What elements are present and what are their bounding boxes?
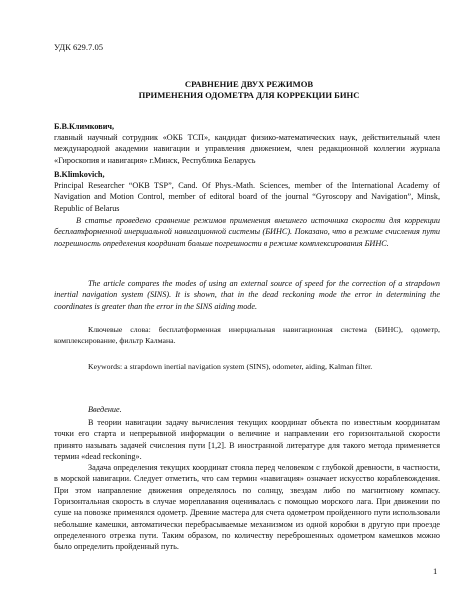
author-ru-name: Б.В.Климкович, [54,122,115,131]
author-ru-details: главный научный сотрудник «ОКБ ТСП», кандидат физико-математических наук, действительный член международной академии навигации и управления движением, член редакционной коллегии журнала «Гироскопия и навигация» г.Минск, Республика Беларусь [54,133,440,165]
body-text [54,417,440,553]
body-paragraph-1: В теории навигации задачу вычисления текущих координат объекта по известным координатам точки его старта и непрерывной информации о величине и направлении его горизонтальной скорости принято называть задачей счисления пути [1,2]. В иностранной литературе для такого метода применяется термин «dead reckoning». [54,418,440,461]
paper-title [54,79,444,101]
title-line-1: СРАВНЕНИЕ ДВУХ РЕЖИМОВ [184,79,314,89]
author-en-name: B.Klimkovich, [54,170,105,179]
author-en-details: Principal Researcher “OKB TSP”, Cand. Of Phys.-Math. Sciences, member of the International Academy of Navigation and Motion Control, member of editoral board of the journal “Gyroscopy and Navigation”, Minsk, Republic of Belarus [54,181,440,213]
udk-code: УДК 629.7.05 [54,42,104,52]
page-number: 1 [433,566,438,576]
intro-heading: Введение. [88,405,122,414]
keywords-en: Keywords: a strapdown inertial navigation system (SINS), odometer, aiding, Kalman filter. [88,362,373,371]
author-en-block [54,169,440,214]
body-paragraph-2: Задача определения текущих координат стояла перед человеком с глубокой древности, в частности, в морской навигации. Следует отметить, что сам термин «навигация» означает искусство кораблевождения. При этом направление движения определялось по солнцу, звездам либо по магнитному компасу. Горизонтальная скорость в случае мореплавания оценивалась с помощью морского лага. При движении по суше на повозке применялся одометр. Древние мастера для счета одометром пройденного пути использовали небольшие камешки, автоматически перебрасываемые механизмом из одной коробки в другую при проезде определенного отрезка пути. Таким образом, по количеству переброшенных одометром камешков можно было определить пройденный путь. [54,463,440,552]
keywords-ru: Ключевые слова: бесплатформенная инерциальная навигационная система (БИНС), одометр, комплексирование, фильтр Калмана. [54,325,440,346]
author-ru-block [54,121,440,166]
title-line-2: ПРИМЕНЕНИЯ ОДОМЕТРА ДЛЯ КОРРЕКЦИИ БИНС [138,90,360,101]
abstract-ru: В статье проведено сравнение режимов применения внешнего источника скорости для коррекции бесплатформенной инерциальной навигационной системы (БИНС). Показано, что в режиме счисления пути погрешность определения координат больше погрешности в режиме комплексирования БИНС. [54,216,440,248]
abstract-en: The article compares the modes of using an external source of speed for the correction of a strapdown inertial navigation system (SINS). It is shown, that in the dead reckoning mode the error in determining the coordinates is greater than the error in the SINS aiding mode. [54,279,440,311]
